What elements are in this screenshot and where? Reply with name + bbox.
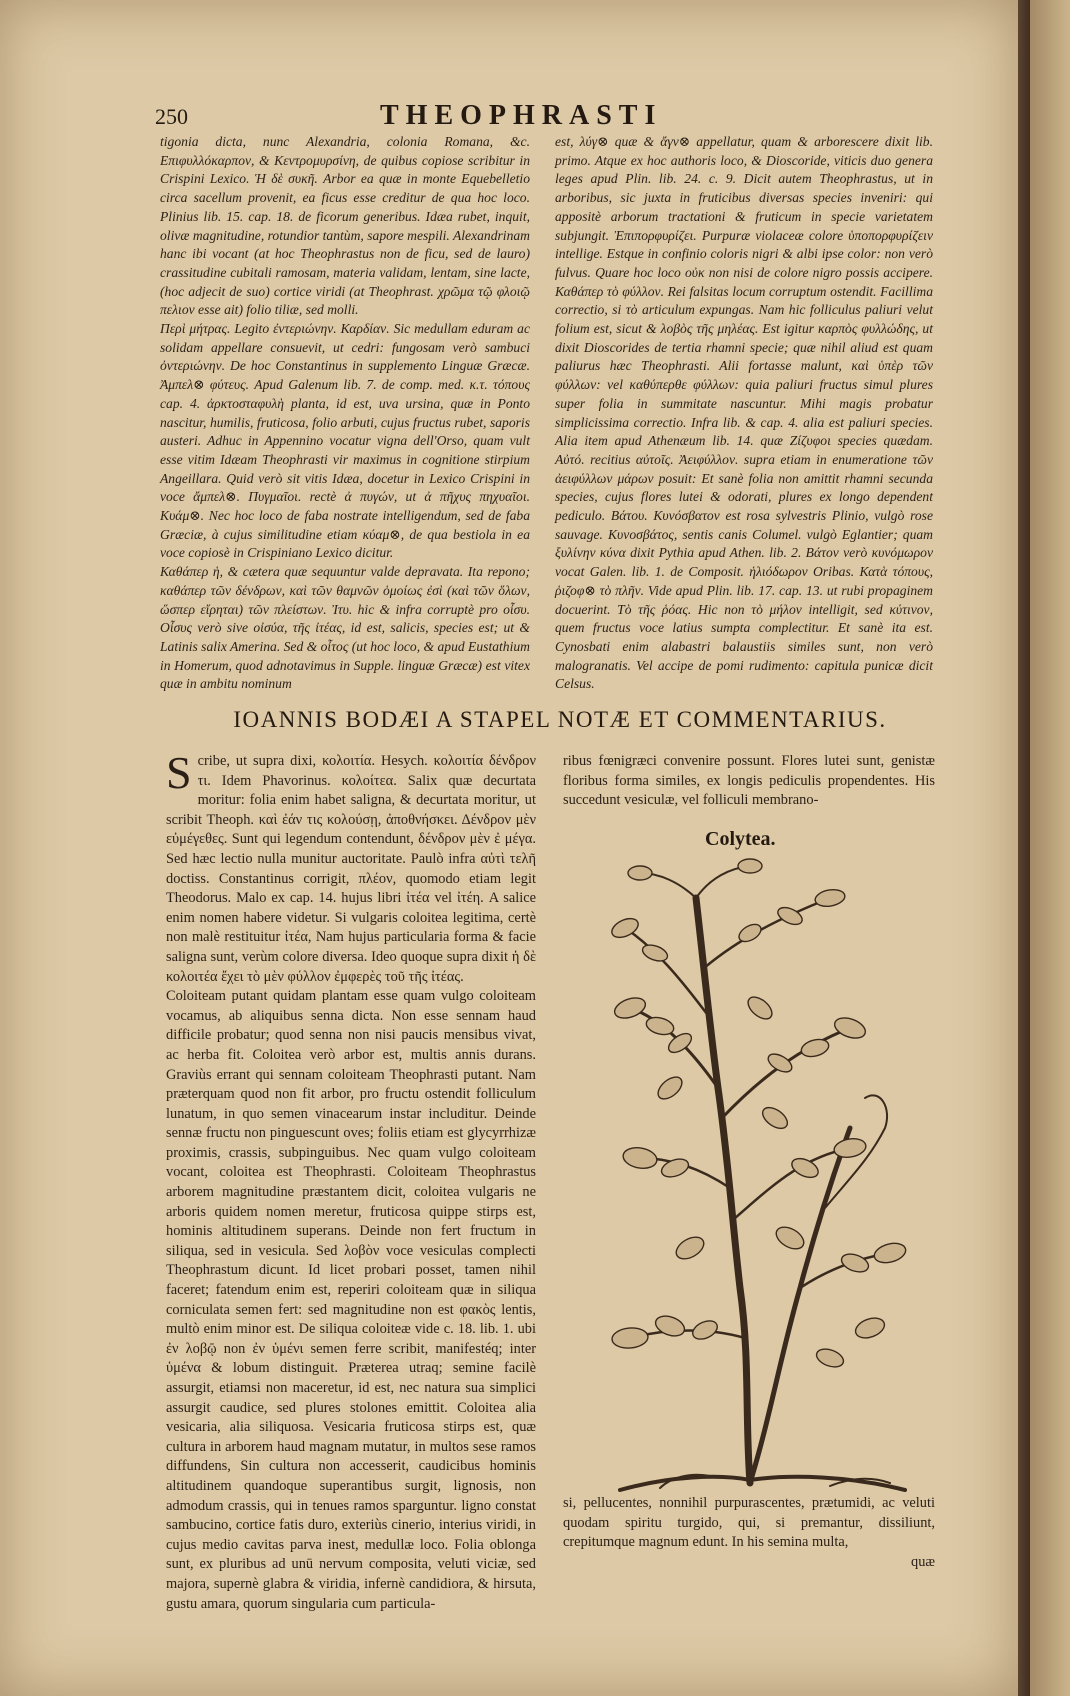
- running-title: THEOPHRASTI: [380, 100, 663, 131]
- commentary-right-column-bottom: [563, 1494, 935, 1590]
- top-right-column: [555, 133, 933, 692]
- paragraph: si, pellucentes, nonnihil purpurascentes, prætumidi, ac veluti quodam spiritu turgido, qui, si premantur, dissiliunt, crepitumque magnum edunt. In his semina multa,: [563, 1495, 935, 1551]
- plant-woodcut-illustration: [600, 858, 920, 1498]
- paragraph: tigonia dicta, nunc Alexandria, colonia Romana, &c. Επιφυλλόκαρπον, & Κεντρομυρσίνη, de quibus copiose scribitur in Crispini Lexico. Ἡ δὲ συκῆ. Arbor ea quæ in monte Equebelletio circa sacellum provenit, ea ficus esse creditur de qua hoc loco. Plinius lib. 15. cap. 18. de ficorum generibus. Idæa rubet, inquit, olivæ magnitudine, rotundior tantùm, sapore mespili. Alexandrinam hanc ibi vocant (at hoc Theophrastus non de ficu, sed de lauro) crassitudine cubitali ramosam, materia validam, lentam, sine lacte, (hoc adjecit de suo) cortice viridi (at Theophrast. χρῶμα τῷ φλοιῷ πελιον esse ait) folio tiliæ, sed molli.: [160, 134, 530, 318]
- catchword: quæ: [911, 1553, 935, 1570]
- paragraph: est, λύγ⊗ quæ & ἄγν⊗ appellatur, quam & arborescere dixit lib. primo. Atque ex hoc authoris loco, & Dioscoride, viticis duo genera leges apud Plin. lib. 24. c. 9. Dicit autem Theophrastus, ut in arboribus, sic juxta in fruticibus diversas species inveniri: qui appositè arborum tractationi & fruticum in specie varietatem subjungit. Ἐπιπορφυρίζει. Purpuræ violaceæ colore ὑποπορφυρίζειν intellige. Estque in confinio coloris nigri & albi ipse color: non verò fulvus. Quare hoc loco οὐκ non nisi de colore nigro possis accipere. Καθάπερ τὸ φύλλον. Rei falsitas locum corruptum ostendit. Facillima correctio, si τὸ articulum expungas. Nam hic folliculus paliuri velut folium est, sicut & λοβὸς τῆς μηλέας. Est igitur καρπὸς φυλλώδης, ut dixit Dioscorides de tertia rhamni specie; quæ nihil aliud est quam paliurus hæc Theophrasti. Alii fortasse malunt, καὶ ὑπὲρ τῶν φύλλων: vel καθύπερθε φύλλων: quia paliuri fructus simul plures super folia in summitate nascuntur. Mihi magis probatur simplicissima correctio. Infra lib. & cap. 4. alia est paliuri species. Alia item apud Athenæum lib. 14. quæ Ζίζυφοι species quædam. Αὐτό. recitius αὐτοῖς. Ἀειφύλλον. supra etiam in enumeratione τῶν ἀειφύλλων μάρων posuit: Et sanè folia non amittit rhamni secunda species, cujus flores lutei & odorati, plures ex longo dependent pediculo. Βάτου. Κυνόσβατον est rosa sylvestris Plinio, vulgò rose sauvage. Κυνοσβάτος, sentis canis Columel. vulgò Eglantier; quam ξυλίνην κύνα dixit Pythia apud Athen. lib. 2. Βάτον verò κυνόμωρον vocat Galen. lib. 1. de Composit. ἡλιόδωρον Oribas. Κατὰ τόπους, ῥιζοφ⊗ τὸ πλῆν. Vide apud Plin. lib. 17. cap. 13. ut rubi propaginem docuerint. Τὸ τῆς ῥόας. Hic non τὸ μήλον intelligit, sed κύτινον, quem fructus voce latius sumpta complectitur. Et sanè ita est. Cynosbati enim alabastri balaustiis similes sunt, non verò malogranatis. Vel accipe de pomi rudimento: capitula punicæ dicit Celsus.: [555, 134, 933, 692]
- page-number: 250: [155, 104, 188, 129]
- paragraph: [166, 747, 536, 987]
- figure-caption: Colytea.: [705, 828, 776, 850]
- paragraph: ribus fœnigræci convenire possunt. Flores lutei sunt, genistæ floribus forma similes, ex longis pediculis propendentes. His succedunt vesiculæ, vel folliculi membrano-: [563, 753, 935, 809]
- paragraph: Coloiteam putant quidam plantam esse quam vulgo coloiteam vocamus, ab aliquibus senna dicta. Non esse sennam haud difficile probatur; quod senna non nisi paucis mensibus vivat, ac herba fit. Coloitea verò arbor est, multis annis durans. Graviùs errant qui sennam coloiteam Theophrasti putant. Nam præterquam quod non fit arbor, pro fructu ostendit folliculum lunatum, in quo semen vinacearum instar includitur. Deinde sennæ fructu non pinguescunt oves; foliis etiam est glycyrrhizæ proximis, crassis, subpinguibus. Nec quam vulgo coloiteam vocant, coloitea est Theophrasti. Coloiteam Theophrastus arborem magnitudine præstantem dicit, coloitea vulgaris ne arboris quidem nomen meretur, fruticosa quippe stirps est, hominis altitudinem superans. Deinde non fert fructum in siliqua, sed in vesicula. Sed λοβὸν voce vesiculas complecti Theophrastum dicunt. Id licet probari posset, tamen nihil faceret; fatendum enim est, reperiri coloiteam quæ in siliqua corniculata semen fert: sed magnitudine non est φακὸς lentis, multò enim minor est. De siliqua coloiteæ vide c. 18. lib. 1. ubi ἐν λοβῷ non ἐν ὑμένι semen ferre scribit, manifestéq; inter ὑμένα & lobum distinguit. Præterea utraq; semine facilè assurgit, etiamsi non maceretur, id est, nec natura sua simplici assurgit caudice, sed plures stolones emittit. Coloitea alia vesicaria, alia siliquosa. Vesicaria fruticosa stirps est, quæ cultura in arborem haud magnam mutatur, in multos sese ramos diffundens, Sin cultura non accesserit, caudicibus hominis altitudinem quandoque superantibus surgit, lignosis, non admodum crassis, qui in tenues ramos sparguntur. ligno constat sambucino, cortice fatis duro, exteriùs cinerio, interius viridi, in cujus medio cavitas parva inest, medullæ loco. Folia oblonga sunt, ex pluribus ad unū nervum composita, veluti viciæ, sed majora, supernè glabra & viridia, infernè candidiora, & hirsuta, gustu amara, quorum singularia cum particula-: [166, 988, 536, 1612]
- facing-page-edge: [1030, 0, 1070, 1696]
- commentary-heading: IOANNIS BODÆI A STAPEL NOTÆ ET COMMENTARIUS.: [233, 707, 887, 732]
- drop-cap: S: [166, 747, 192, 798]
- top-left-column: [160, 133, 530, 692]
- paragraph: Καθάπερ ἡ, & cætera quæ sequuntur valde depravata. Ita repono; καθάπερ τῶν δένδρων, καὶ τῶν θαμνῶν ὁμοίως ἐσὶ (καὶ τῶν ὅλων, ὥσπερ εἴρηται) τῶν πλείστων. Ἰτυ. hic & infra corruptè pro οἶσυ. Οἶσυς verò sive οἰσύα, τῆς ἰτέας, id est, salicis, species est; ut & Latinis salix Amerina. Sed & οἶτος (ut hoc loco, & apud Eustathium in Homerum, quod adnotavimus in Supple. linguæ Græcæ) est vitex quæ in ambitu nominum: [160, 564, 530, 692]
- commentary-left-column: [166, 747, 536, 1612]
- commentary-right-column-top: [563, 752, 935, 812]
- paragraph: Περὶ μήτρας. Legito ἐντεριώνην. Καρδίαν. Sic medullam eduram ac solidam appellare consuevit, ut cedri: fungosam verò sambuci ὀντεριώνην. De hoc Constantinus in supplemento Linguæ Græcæ. Ἀμπελ⊗ φύτευς. Apud Galenum lib. 7. de comp. med. κ.τ. τόπους cap. 4. ἀρκτοσταφυλὴ planta, id est, uva ursina, quæ in Ponto nascitur, humilis, fruticosa, folio arbuti, cujus fructus rubet, saporis austeri. Adhuc in Appennino vocatur vigna dell'Orso, quam vult esse vitim Idæam Theophrasti vir maximus in cognitione stirpium Angeillara. Quid verò sit vitis Idæa, docetur in Lexico Crispini in voce ἄμπελ⊗. Πυγμαῖοι. rectè ἀ πυγών, ut ἀ πῆχυς πηχυαῖοι. Κυάμ⊗. Nec hoc loco de faba nostrate intelligendum, sed de faba Græciæ, à cujus similitudine etiam κύαμ⊗, de qua bestiola in ea voce copiosè in Crispiniano Lexico dicitur.: [160, 321, 530, 561]
- paragraph-text: cribe, ut supra dixi, κολοιτία. Hesych. κολοιτία δένδρον τι. Idem Phavorinus. κολοίτεα. Salix quæ decurtata moritur: folia enim habet saligna, & decurtata moritur, ut scribit Theoph. καὶ ἐάν τις κολούσῃ, ἀποθνήσκει. Δένδρον μὲν εὐμέγεθες. Sunt qui legendum contendunt, δένδρον μὲν ἐ μέγα. Sed hæc lectio nulla munitur auctoritate. Paulò infra αὐτὶ τελῆ doctiss. Constantinus corrigit, πλέον, quomodo etiam legit Theodorus. Malo ex cap. 14. hujus libri ἰτέα vel ἰτέη. A salice enim nomen habere videtur. Si vulgaris coloitea legitima, certè non malè restituitur ἰτέα, Nam hujus particularia forma & facie saligna sunt, verùm colore diversa. Ideo quoque supra dixit ἡ δὲ κολοιτέα ἔχει τὸ μὲν φύλλον ἐμφερὲς τοῦ τῆς ἰτέας.: [166, 753, 536, 985]
